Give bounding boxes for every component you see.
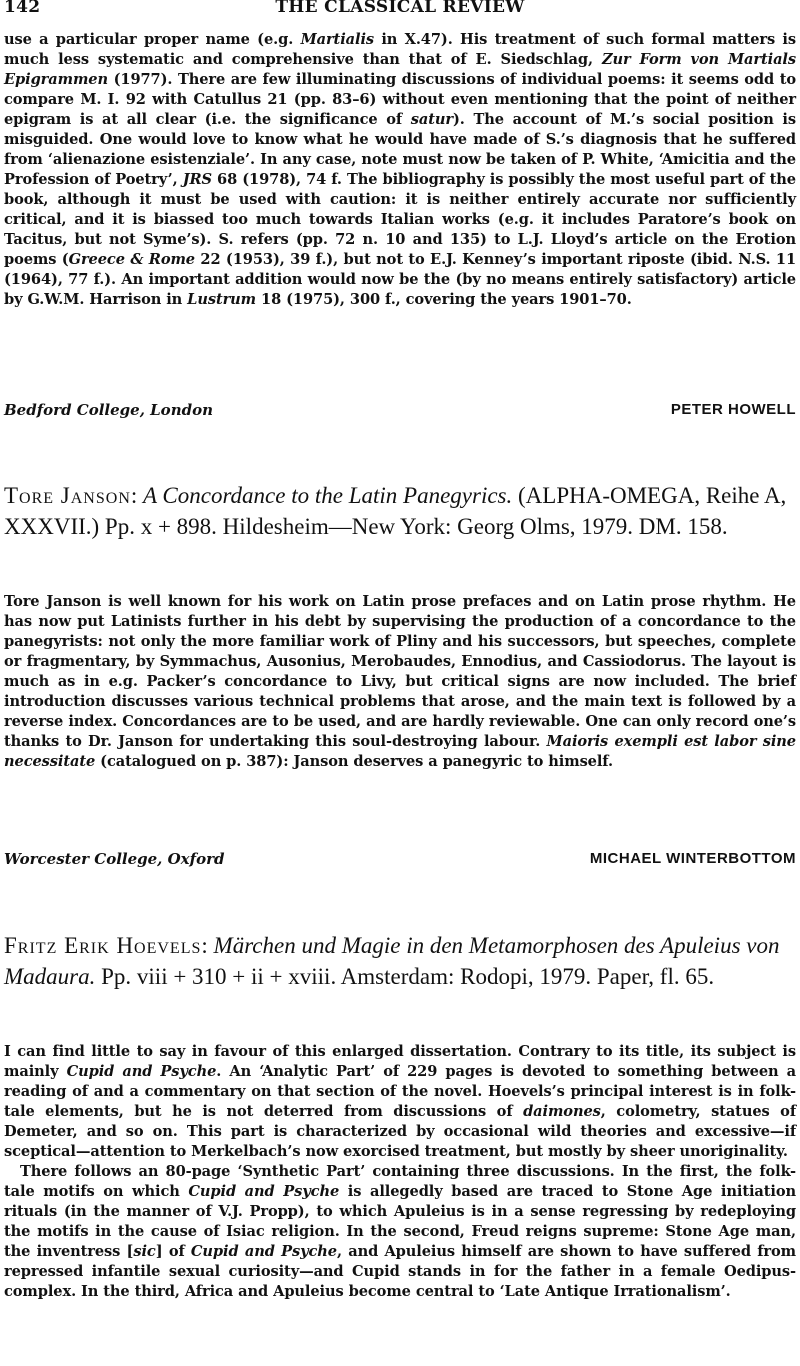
book-title: Märchen und Magie in den Metamorphosen des Apuleius von Madaura. bbox=[4, 933, 780, 989]
reviewer-institution: Bedford College, London bbox=[4, 401, 213, 419]
book-details: Pp. viii + 310 + ii + xviii. Amsterdam: Rodopi, 1979. Paper, fl. 65. bbox=[95, 964, 715, 989]
reviewer-institution: Worcester College, Oxford bbox=[4, 850, 225, 868]
review-3-body bbox=[4, 1042, 796, 1302]
book-details: (ALPHA-OMEGA, Reihe A, XXXVII.) Pp. x + 898. Hildesheim—New York: Georg Olms, 1979. DM. 158. bbox=[4, 483, 787, 539]
review-1-body bbox=[4, 30, 796, 310]
review-2-paragraph: Tore Janson is well known for his work on Latin prose prefaces and on Latin prose rhythm. He has now put Latinists further in his debt by supervising the production of a concordance to the panegyrists: not only the more familiar work of Pliny and his successors, but speeches, complete or fragmentary, by Symmachus, Ausonius, Merobaudes, Ennodius, and Cassiodorus. The layout is much as in e.g. Packer’s concordance to Livy, but critical signs are now included. The brief introduction discusses various technical problems that arose, and the main text is followed by a reverse index. Concordances are to be used, and are hardly reviewable. One can only record one’s thanks to Dr. Janson for undertaking this soul-destroying labour. Maioris exempli est labor sine necessitate (catalogued on p. 387): Janson deserves a panegyric to himself. bbox=[4, 593, 796, 770]
review-2-signature bbox=[4, 850, 796, 872]
review-1-paragraph: use a particular proper name (e.g. Martialis in X.47). His treatment of such formal matters is much less systematic and comprehensive than that of E. Siedschlag, Zur Form von Martials Epigrammen (1977). There are few illuminating discussions of individual poems: it seems odd to compare M. I. 92 with Catullus 21 (pp. 83–6) without even mentioning that the point of neither epigram is at all clear (i.e. the significance of satur). The account of M.’s social position is misguided. One would love to know what he would have made of S.’s diagnosis that he suffered from ‘alienazione esistenziale’. In any case, note must now be taken of P. White, ‘Amicitia and the Profession of Poetry’, JRS 68 (1978), 74 f. The bibliography is possibly the most useful part of the book, although it must be used with caution: it is neither entirely accurate nor sufficiently critical, and it is biassed too much towards Italian works (e.g. it includes Paratore’s book on Tacitus, but not Syme’s). S. refers (pp. 72 n. 10 and 135) to L.J. Lloyd’s article on the Erotion poems (Greece & Rome 22 (1953), 39 f.), but not to E.J. Kenney’s important riposte (ibid. N.S. 11 (1964), 77 f.). An important addition would now be the (by no means entirely satisfactory) article by G.W.M. Harrison in Lustrum 18 (1975), 300 f., covering the years 1901–70. bbox=[4, 31, 797, 308]
review-2-heading: Tore Janson: A Concordance to the Latin Panegyrics. (ALPHA-OMEGA, Reihe A, XXXVII.) Pp. x + 898. Hildesheim—New York: Georg Olms, 1979. DM. 158. bbox=[4, 483, 787, 539]
reviewer-name: MICHAEL WINTERBOTTOM bbox=[589, 850, 796, 867]
journal-title: THE CLASSICAL REVIEW bbox=[275, 0, 525, 17]
review-3-paragraph-2: There follows an 80-page ‘Synthetic Part’ containing three discussions. In the first, the folk-tale motifs on which Cupid and Psyche is allegedly based are traced to Stone Age initiation rituals (in the manner of V.J. Propp), to which Apuleius is in a sense regressing by redeploying the motifs in the cause of Isiac religion. In the second, Freud reigns supreme: Stone Age man, the inventress [sic] of Cupid and Psyche, and Apuleius himself are shown to have suffered from repressed infantile sexual curiosity—and Cupid stands in for the father in a female Oedipus-complex. In the third, Africa and Apuleius become central to ‘Late Antique Irrationalism’. bbox=[4, 1163, 796, 1300]
review-3-paragraph-1: I can find little to say in favour of this enlarged dissertation. Contrary to its title, its subject is mainly Cupid and Psyche. An ‘Analytic Part’ of 229 pages is devoted to something between a reading of and a commentary on that section of the novel. Hoevels’s principal interest is in folk-tale elements, but he is not deterred from discussions of daimones, colometry, statues of Demeter, and so on. This part is characterized by occasional wild theories and excessive—if sceptical—attention to Merkelbach’s now exorcised treatment, but mostly by sheer unoriginality. bbox=[4, 1043, 796, 1160]
book-author: Fritz Erik Hoevels bbox=[4, 933, 202, 958]
review-3-heading: Fritz Erik Hoevels: Märchen und Magie in den Metamorphosen des Apuleius von Madaura. Pp. viii + 310 + ii + xviii. Amsterdam: Rodopi, 1979. Paper, fl. 65. bbox=[4, 933, 780, 989]
page-number: 142 bbox=[4, 0, 41, 17]
review-1-signature bbox=[4, 401, 796, 423]
review-2-body bbox=[4, 592, 796, 772]
book-author: Tore Janson bbox=[4, 483, 131, 508]
book-title: A Concordance to the Latin Panegyrics. bbox=[143, 483, 513, 508]
reviewer-name: PETER HOWELL bbox=[670, 401, 796, 418]
